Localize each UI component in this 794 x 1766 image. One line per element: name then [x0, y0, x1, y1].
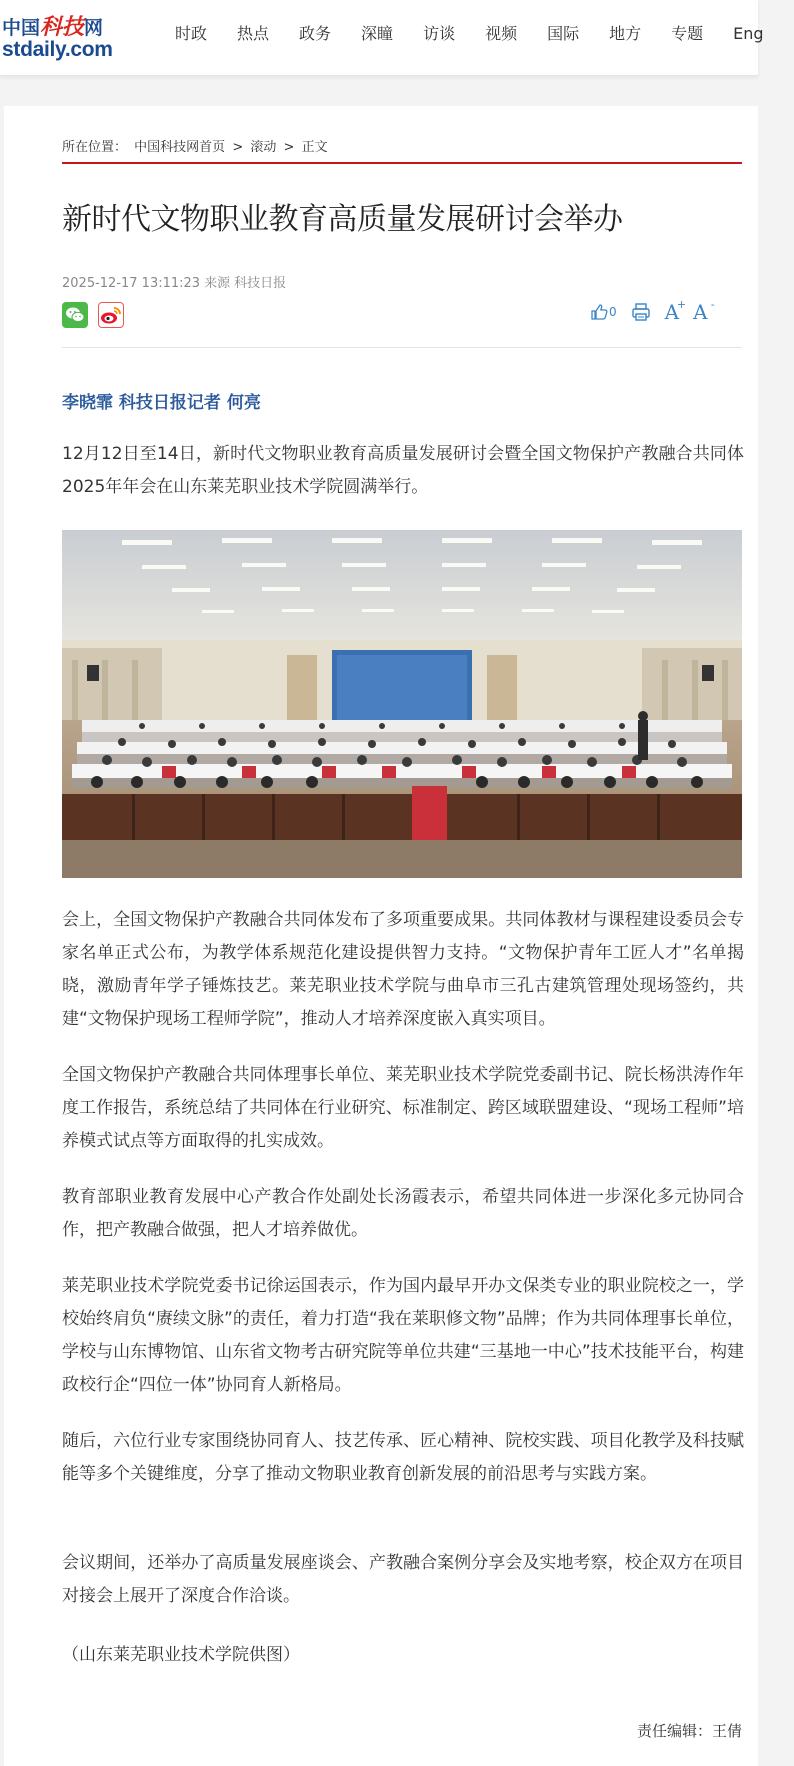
nav-item-special[interactable]: 专题: [671, 24, 704, 43]
article-byline: 李晓霏 科技日报记者 何亮: [62, 393, 261, 413]
like-count: 0: [609, 305, 617, 319]
breadcrumb-home-link[interactable]: 中国科技网首页: [134, 140, 226, 155]
article-datetime: 2025-12-17 13:11:23: [62, 276, 201, 291]
nav-item-politics[interactable]: 时政: [175, 24, 208, 43]
breadcrumb-section-link[interactable]: 滚动: [250, 140, 277, 155]
print-button[interactable]: [631, 302, 651, 322]
like-button[interactable]: [590, 303, 617, 321]
font-decrease-button[interactable]: [693, 298, 715, 324]
article-paragraph: 教育部职业教育发展中心产教合作处副处长汤霞表示，希望共同体进一步深化多元协同合作，把产教融合做强，把人才培养做优。: [62, 1187, 744, 1240]
nav-item-english[interactable]: Eng: [733, 24, 764, 43]
nav-item-local[interactable]: 地方: [609, 24, 642, 43]
thumbs-up-icon: [590, 303, 608, 321]
main-nav: [175, 22, 794, 46]
meta-divider: [62, 347, 742, 348]
nav-item-international[interactable]: 国际: [547, 24, 580, 43]
article-tools: [590, 300, 722, 324]
article-meta: [62, 272, 290, 291]
site-header: [0, 0, 764, 76]
site-logo[interactable]: [2, 8, 122, 64]
article-paragraph: 会议期间，还举办了高质量发展座谈会、产教融合案例分享会及实地考察，校企双方在项目对接会上展开了深度合作洽谈。: [62, 1553, 744, 1606]
article-title: 新时代文物职业教育高质量发展研讨会举办: [62, 202, 623, 237]
font-increase-icon: A +: [664, 298, 687, 324]
article-paragraph: 12月12日至14日，新时代文物职业教育高质量发展研讨会暨全国文物保护产教融合共同体2025年年会在山东莱芜职业技术学院圆满举行。: [62, 444, 744, 497]
article-paragraph: 会上，全国文物保护产教融合共同体发布了多项重要成果。共同体教材与课程建设委员会专家名单正式公布，为教学体系规范化建设提供智力支持。“文物保护青年工匠人才”名单揭晓，激励青年学子锤炼技艺。莱芜职业技术学院与曲阜市三孔古建筑管理处现场签约，共建“文物保护现场工程师学院”，推动人才培养深度嵌入真实项目。: [62, 910, 744, 1029]
nav-item-interview[interactable]: 访谈: [423, 24, 456, 43]
logo-chinese: 中国科技网: [2, 14, 104, 40]
nav-item-hot[interactable]: 热点: [237, 24, 270, 43]
breadcrumb-current[interactable]: 正文: [301, 140, 328, 155]
article-source: 科技日报: [234, 276, 287, 291]
wechat-share-icon[interactable]: [62, 302, 88, 328]
nav-item-deep[interactable]: 深瞳: [361, 24, 394, 43]
source-label: 来源: [204, 276, 231, 291]
breadcrumb-separator: >: [232, 140, 244, 155]
article-paragraph: 随后，六位行业专家围绕协同育人、技艺传承、匠心精神、院校实践、项目化教学及科技赋能等多个关键维度，分享了推动文物职业教育创新发展的前沿思考与实践方案。: [62, 1431, 744, 1484]
nav-item-video[interactable]: 视频: [485, 24, 518, 43]
breadcrumb-separator: >: [283, 140, 295, 155]
breadcrumb-prefix: 所在位置：: [62, 140, 128, 155]
printer-icon: [631, 302, 651, 322]
article-photo: [62, 530, 742, 878]
font-decrease-icon: A -: [693, 298, 715, 324]
responsible-editor: 责任编辑：王倩: [636, 1722, 742, 1740]
breadcrumb-divider: [62, 162, 742, 164]
font-increase-button[interactable]: [664, 298, 687, 324]
article-paragraph: 全国文物保护产教融合共同体理事长单位、莱芜职业技术学院党委副书记、院长杨洪涛作年度工作报告，系统总结了共同体在行业研究、标准制定、跨区域联盟建设、“现场工程师”培养模式试点等方面取得的扎实成效。: [62, 1065, 744, 1151]
weibo-share-icon[interactable]: [98, 302, 124, 328]
share-bar: [62, 302, 134, 328]
photo-credit: （山东莱芜职业技术学院供图）: [62, 1645, 300, 1665]
breadcrumb: [62, 136, 331, 155]
nav-item-government[interactable]: 政务: [299, 24, 332, 43]
logo-english: stdaily.com: [2, 38, 113, 61]
article-paragraph: 莱芜职业技术学院党委书记徐运国表示，作为国内最早开办文保类专业的职业院校之一，学校始终肩负“赓续文脉”的责任，着力打造“我在莱职修文物”品牌；作为共同体理事长单位，学校与山东博物馆、山东省文物考古研究院等单位共建“三基地一中心”技术技能平台，构建政校行企“四位一体”协同育人新格局。: [62, 1276, 744, 1395]
